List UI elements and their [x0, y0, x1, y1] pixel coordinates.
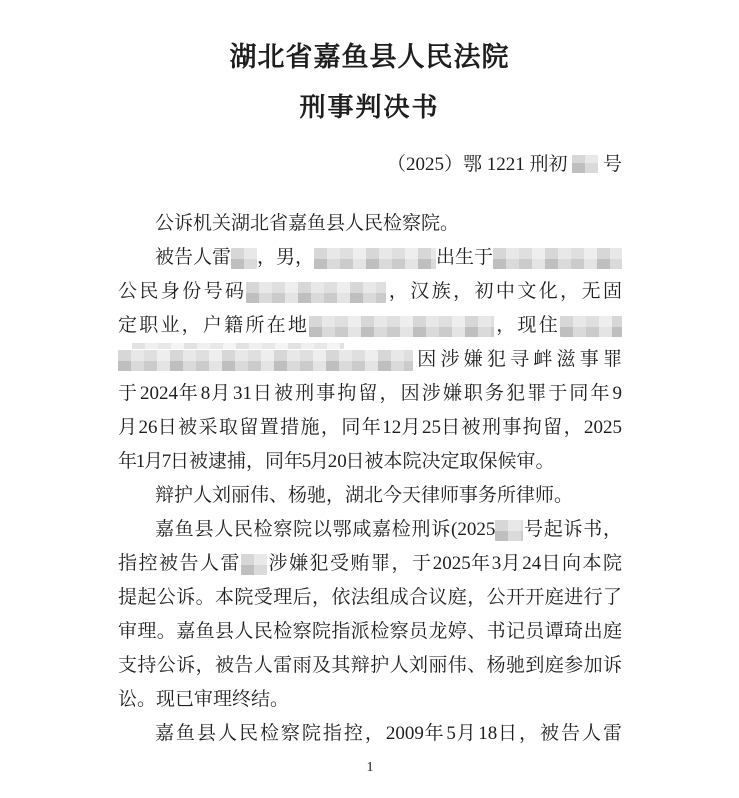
- body-line: [118, 343, 622, 377]
- text-run: 公诉机关湖北省嘉鱼县人民检察院。: [155, 213, 460, 234]
- case-number: [118, 153, 622, 177]
- redaction-block: [246, 282, 386, 303]
- text-run: ，现住: [494, 315, 560, 336]
- body-line: [118, 377, 622, 411]
- text-run: 涉嫌犯受贿罪，于 2025 年 3 月 24 日向本院: [267, 553, 622, 574]
- text-run: 号起诉书，: [523, 519, 622, 540]
- text-run: 定职业，户籍所在地: [118, 315, 310, 336]
- case-number-prefix: （2025）鄂 1221 刑初: [386, 154, 568, 175]
- text-run: ，男，: [257, 247, 315, 268]
- body-line: [118, 615, 622, 649]
- page-number: 1: [366, 760, 374, 775]
- page-title: 湖北省嘉鱼县人民法院: [229, 42, 510, 72]
- text-run: 出生于: [436, 247, 494, 268]
- body-line: [118, 411, 622, 445]
- redaction-block: [231, 248, 257, 269]
- body-line: [118, 275, 622, 309]
- body-line: [118, 513, 622, 547]
- text-run: 嘉鱼县人民检察院以鄂咸嘉检刑诉(2025: [155, 519, 496, 540]
- redaction-block: [560, 316, 622, 337]
- text-run: 于 2024 年 8 月 31 日被刑事拘留，因涉嫌职务犯罪于同年 9: [118, 383, 622, 404]
- redaction-block: [493, 248, 622, 269]
- text-run: 月 26 日被采取留置措施，同年 12 月 25 日被刑事拘留，2025: [118, 417, 622, 438]
- text-run: 提起公诉。本院受理后，依法组成合议庭，公开开庭进行了: [118, 587, 622, 608]
- body-line: [118, 479, 622, 513]
- body-line: [118, 445, 622, 479]
- case-number-suffix: 号: [602, 154, 622, 175]
- text-run: 因涉嫌犯寻衅滋事罪: [413, 349, 622, 370]
- redaction-block: [241, 554, 267, 575]
- text-run: 公民身份号码: [118, 281, 247, 302]
- text-run: 被告人雷: [155, 247, 232, 268]
- body-line: [118, 207, 622, 241]
- document-subtitle: 刑事判决书: [299, 93, 440, 122]
- text-run: 辩护人刘丽伟、杨驰，湖北今天律师事务所律师。: [155, 485, 574, 506]
- redaction-block: [572, 155, 598, 173]
- redaction-block: [118, 350, 413, 371]
- body-line: [118, 717, 622, 751]
- redaction-block: [495, 520, 523, 541]
- body-line: [118, 581, 622, 615]
- text-run: ，汉族，初中文化，无固: [386, 281, 622, 302]
- text-run: 年 1 月 7 日被逮捕，同年 5 月 20 日被本院决定取保候审。: [118, 451, 555, 472]
- text-run: 指控被告人雷: [118, 553, 241, 574]
- text-run: 讼。现已审理终结。: [118, 689, 290, 710]
- text-run: 嘉鱼县人民检察院指控，2009 年 5 月 18 日，被告人雷: [155, 723, 622, 744]
- redaction-block: [314, 248, 436, 269]
- body-line: [118, 309, 622, 343]
- body-line: [118, 649, 622, 683]
- body-lines: [118, 207, 622, 751]
- redaction-block: [309, 316, 494, 337]
- text-run: 审理。嘉鱼县人民检察院指派检察员龙婷、书记员谭琦出庭: [118, 621, 622, 642]
- text-run: 支持公诉，被告人雷雨及其辩护人刘丽伟、杨驰到庭参加诉: [118, 655, 622, 676]
- body-line: [118, 547, 622, 581]
- body-line: [118, 241, 622, 275]
- document-body: [118, 153, 622, 777]
- body-line: [118, 683, 622, 717]
